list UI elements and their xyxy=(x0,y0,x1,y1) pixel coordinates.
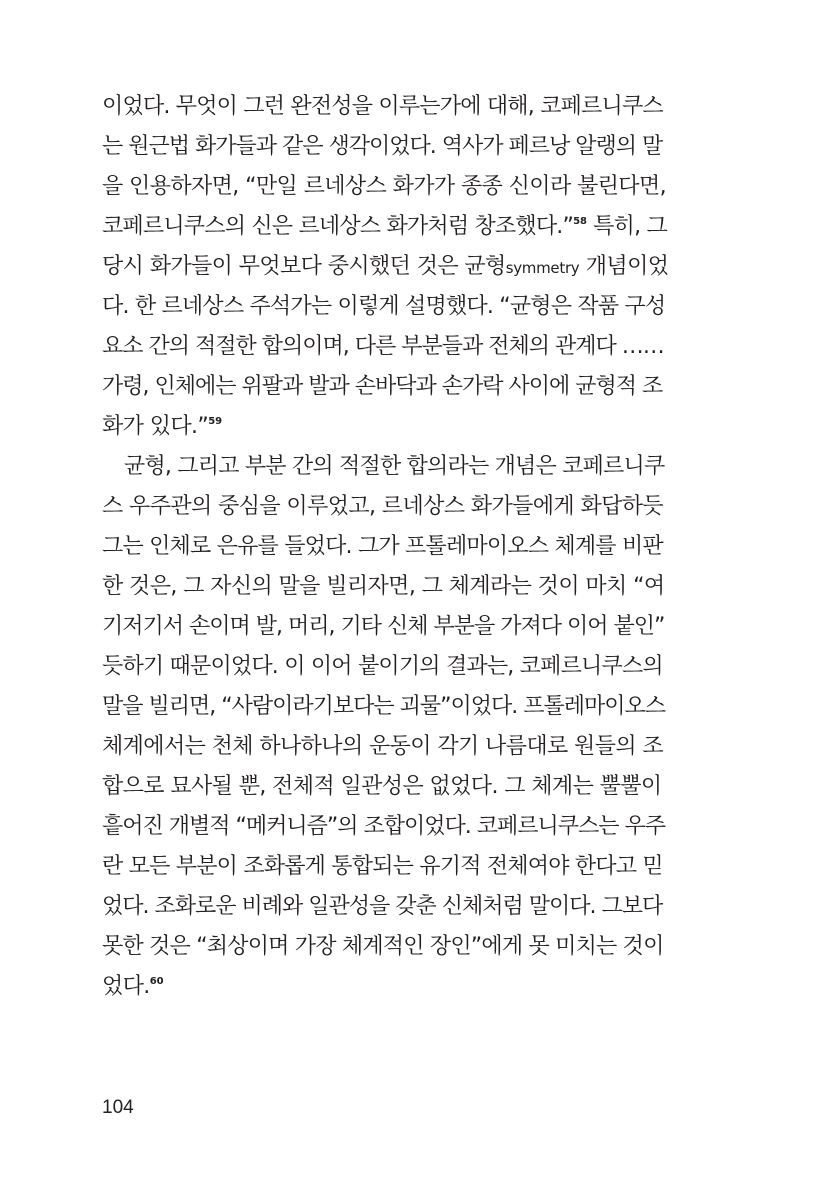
text-line: 는 원근법 화가들과 같은 생각이었다. 역사가 페르낭 알랭의 말 xyxy=(102,134,663,159)
text-line: 란 모든 부분이 조화롭게 통합되는 유기적 전체여야 한다고 믿 xyxy=(102,854,663,879)
text-line xyxy=(102,407,668,447)
text-line xyxy=(102,247,668,287)
text-segment: 었다. xyxy=(102,974,150,999)
text-line: 이었다. 무엇이 그런 완전성을 이루는가에 대해, 코페르니쿠스 xyxy=(102,94,663,119)
text-line: 기저기서 손이며 발, 머리, 기타 신체 부분을 가져다 이어 붙인” xyxy=(102,614,665,639)
text-segment: 화가 있다.” xyxy=(102,414,209,439)
text-line: 흩어진 개별적 “메커니즘”의 조합이었다. 코페르니쿠스는 우주 xyxy=(102,814,666,839)
text-line: 었다. 조화로운 비례와 일관성을 갖춘 신체처럼 말이다. 그보다 xyxy=(102,894,663,919)
footnote-marker: 60 xyxy=(149,976,164,987)
text-segment: 당시 화가들이 무엇보다 중시했던 것은 균형 xyxy=(102,254,506,279)
text-line xyxy=(102,207,668,247)
text-line: 다. 한 르네상스 주석가는 이렇게 설명했다. “균형은 작품 구성 xyxy=(102,294,666,319)
text-line: 가령, 인체에는 위팔과 발과 손바닥과 손가락 사이에 균형적 조 xyxy=(102,374,663,399)
text-segment: 개념이었 xyxy=(579,254,669,279)
footnote-marker: 59 xyxy=(208,416,223,427)
text-segment: 코페르니쿠스의 신은 르네상스 화가처럼 창조했다.” xyxy=(102,214,574,239)
text-line: 을 인용하자면, “만일 르네상스 화가가 종종 신이라 불린다면, xyxy=(102,174,666,199)
text-line xyxy=(102,967,668,1007)
text-line: 균형, 그리고 부분 간의 적절한 합의라는 개념은 코페르니쿠 xyxy=(124,454,665,479)
text-line: 합으로 묘사될 뿐, 전체적 일관성은 없었다. 그 체계는 뿔뿔이 xyxy=(102,774,662,799)
text-line: 못한 것은 “최상이며 가장 체계적인 장인”에게 못 미치는 것이 xyxy=(102,934,664,959)
footnote-marker: 58 xyxy=(573,216,587,227)
text-line: 요소 간의 적절한 합의이며, 다른 부분들과 전체의 관계다 …… xyxy=(102,334,664,359)
english-term: symmetry xyxy=(505,259,580,277)
text-line: 체계에서는 천체 하나하나의 운동이 각기 나름대로 원들의 조 xyxy=(102,734,664,759)
text-line: 스 우주관의 중심을 이루었고, 르네상스 화가들에게 화답하듯 xyxy=(102,494,664,519)
text-line: 그는 인체로 은유를 들었다. 그가 프톨레마이오스 체계를 비판 xyxy=(102,534,663,559)
text-line: 듯하기 때문이었다. 이 이어 붙이기의 결과는, 코페르니쿠스의 xyxy=(102,654,663,679)
page-number: 104 xyxy=(102,1097,134,1118)
text-segment: 특히, 그 xyxy=(586,214,667,239)
text-line: 말을 빌리면, “사람이라기보다는 괴물”이었다. 프톨레마이오스 xyxy=(102,694,666,719)
text-line: 한 것은, 그 자신의 말을 빌리자면, 그 체계라는 것이 마치 “여 xyxy=(102,574,665,599)
